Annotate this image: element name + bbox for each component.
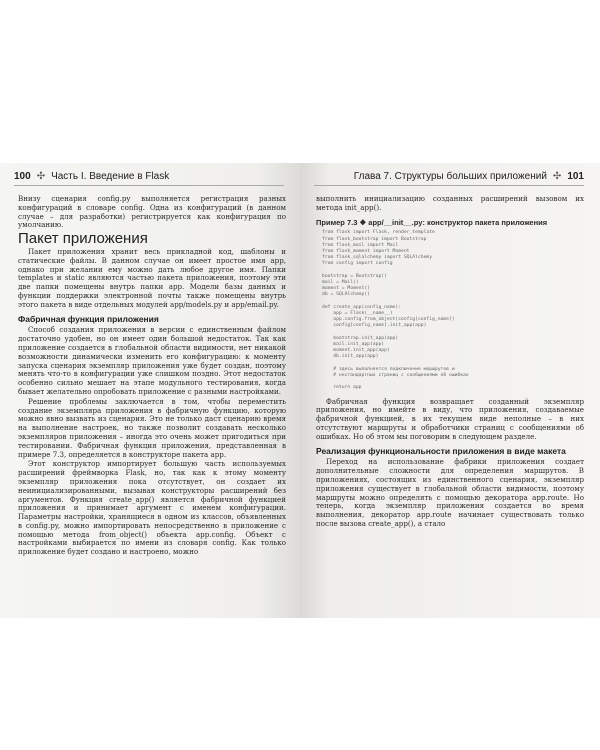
heading-app-package: Пакет приложения	[18, 230, 148, 248]
code-listing: from flask import Flask, render_template from flask_bootstrap import Bootstrap from flask_mail import Mail from flask_moment import Moment from flask_sqlalchemy import SQLAlchemy from config import config bootstrap = Bootstrap() mail = Mail() moment = Moment() db = SQLAlchemy() def create_app(config_name): app = Flask(__name__) app.config.from_object(config[config_name]) config[config_name].init_app(app) bootstrap.init_app(app) mail.init_app(app) moment.init_app(app) db.init_app(app) # здесь выполняется подключение маршрутов и # нестандартных страниц с сообщениями об ошибках return app	[322, 230, 469, 391]
right-page	[300, 163, 600, 618]
paragraph: Решение проблемы заключается в том, чтобы переместить создание экземпляра приложения в фабричную функцию, которую можно явно вызвать из сценария. Это не только даст сценарию время на выполнение настроек, но также позволит создавать несколько экземпляров приложения – иногда это очень может пригодиться при тестировании. Фабричная функция приложения, представленная в примере 7.3, определяется в конструкторе пакета app.	[18, 396, 286, 459]
right-page-body	[316, 195, 584, 530]
asterisk-icon: ✣	[552, 171, 562, 182]
paragraph: Фабричная функция возвращает созданный экземпляр приложения, но имейте в виду, что приложения, создаваемые фабричной функцией, в их текущем виде неполные – в них отсутствуют маршруты и обработчики страниц с сообщениями об ошибках. Но об этом мы поговорим в следующем разделе.	[316, 396, 584, 441]
heading-blueprint: Реализация функциональности приложения в виде макета	[316, 445, 566, 456]
asterisk-icon: ✣	[36, 171, 46, 182]
left-section-title: Часть I. Введение в Flask	[51, 171, 170, 182]
paragraph: Способ создания приложения в версии с единственным файлом достаточно удобен, но он имеет один большой недостаток. Так как приложение создается в глобальной области видимости, нет никакой возможности динамически изменить его конфигурацию: к моменту запуска сценария экземпляр приложения уже будет создан, поэтому менять что-то в конфигурации уже слишком поздно. Этот недостаток особенно сильно мешает на этапе модульного тестирования, когда бывает желательно опробовать приложение с разными настройками.	[18, 325, 286, 396]
intro-paragraph: Внизу сценария config.py выполняется регистрация разных конфигураций в словаре config. Одна из конфигураций (в данном случае – для разработки) регистрируется как конфигурация по умолчанию.	[18, 194, 286, 230]
left-page	[0, 163, 300, 618]
right-page-number: 101	[567, 171, 584, 182]
left-page-header	[14, 171, 284, 186]
right-page-header	[314, 171, 584, 186]
paragraph: Этот конструктор импортирует большую часть используемых расширений фреймворка Flask, но, так как к этому моменту экземпляр приложения пока отсутствует, он создает их неинициализированными, вызывая конструкторы расширений без аргументов. Функция create_app() является фабричной функцией приложения и принимает аргумент с именем конфигурации. Параметры настройки, хранящиеся в одном из классов, объявленных в config.py, можно импортировать непосредственно в приложение с помощью метода from_object() объекта app.config. Объект с настройками выбирается по имени из словаря config. Как только приложение будет создано и настроено, можно	[18, 459, 286, 557]
intro-paragraph: выполнить инициализацию созданных расширений вызовом их метода init_app().	[316, 194, 584, 212]
book-spread	[0, 163, 600, 618]
paragraph: Переход на использование фабрики приложения создает дополнительные сложности для определения маршрутов. В приложениях, состоящих из единственного сценария, экземпляр приложения существует в глобальной области видимости, поэтому маршруты можно определять с помощью декоратора app.route. Но теперь, когда экземпляр приложения создается во время выполнения, декоратор app.route начинает существовать только после вызова create_app(), а стало	[316, 457, 584, 529]
right-section-title: Глава 7. Структуры больших приложений	[353, 171, 547, 182]
left-page-body	[18, 195, 286, 558]
example-title: Пример 7.3 ❖ app/__init__.py: конструктор пакета приложения	[316, 217, 548, 227]
heading-factory-function: Фабричная функция приложения	[18, 313, 159, 324]
left-page-number: 100	[14, 171, 31, 182]
paragraph: Пакет приложения хранит весь прикладной код, шаблоны и статические файлы. В данном случае он имеет простое имя app, однако при желании ему можно дать любое другое имя. Папки templates и static являются частью пакета приложения, поэтому эти две папки помещены внутрь папки app. Модели базы данных и функции поддержки электронной почты также помещены внутрь этого пакета в виде отдельных модулей app/models.py и app/email.py.	[18, 246, 286, 309]
